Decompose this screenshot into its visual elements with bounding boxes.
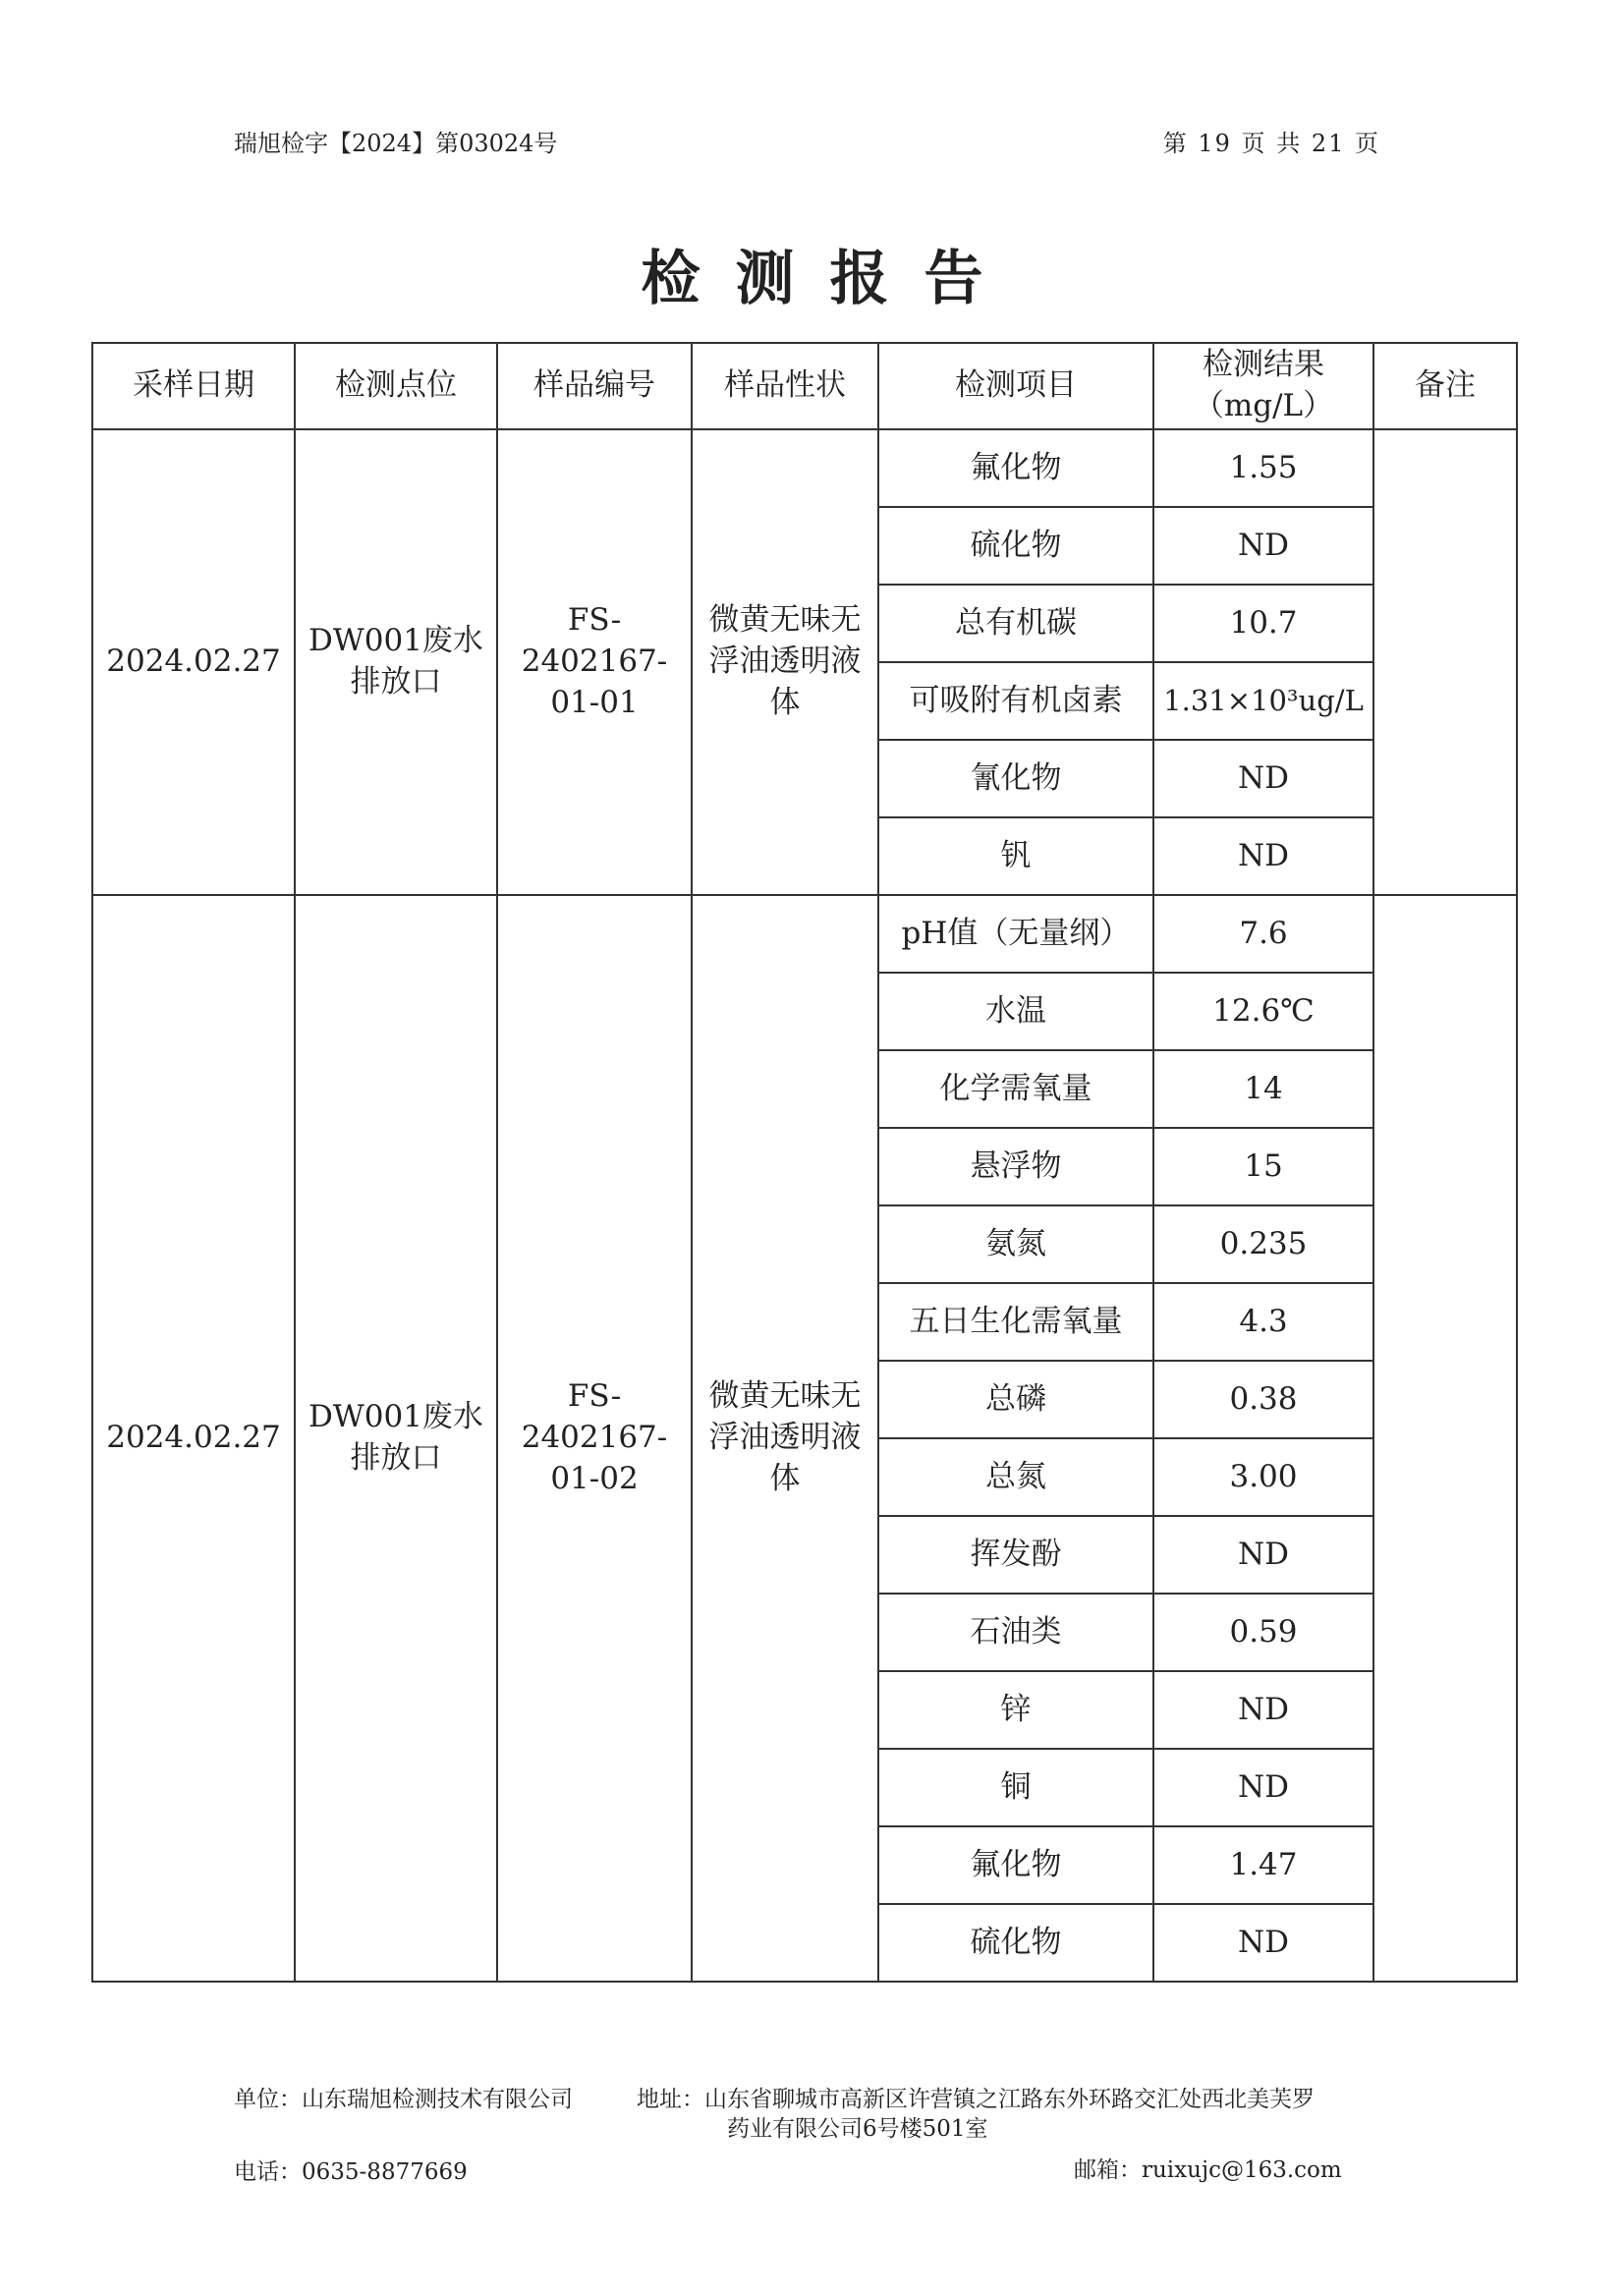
page-info: 第 19 页 共 21 页 [1162,130,1380,157]
test-item-cell: 化学需氧量 [878,1050,1153,1128]
test-result-cell: 0.59 [1153,1594,1373,1671]
sample-id-cell: FS-2402167-01-01 [497,429,692,895]
test-result-cell: 3.00 [1153,1438,1373,1516]
col-header-appearance: 样品性状 [692,343,878,429]
test-result-cell: ND [1153,1749,1373,1826]
sample-date-cell: 2024.02.27 [92,895,295,1982]
test-result-cell: ND [1153,1671,1373,1749]
footer-address-line2: 药业有限公司6号楼501室 [727,2116,988,2142]
test-item-cell: 五日生化需氧量 [878,1283,1153,1361]
test-item-cell: 硫化物 [878,507,1153,585]
table-header-row [92,343,1517,429]
test-item-cell: 水温 [878,973,1153,1050]
col-header-remark: 备注 [1373,343,1517,429]
test-result-cell: ND [1153,740,1373,817]
test-result-cell: ND [1153,817,1373,895]
table-body [92,429,1517,1982]
report-number: 瑞旭检字【2024】第03024号 [234,130,558,157]
test-results-table [91,342,1518,1983]
footer-address-line1: 地址：山东省聊城市高新区许营镇之江路东外环路交汇处西北美芙罗 [637,2087,1315,2112]
test-result-cell: ND [1153,1904,1373,1982]
test-item-cell: 挥发酚 [878,1516,1153,1594]
test-result-cell: 1.31×10³ug/L [1153,662,1373,740]
test-item-cell: 钒 [878,817,1153,895]
test-result-cell: 14 [1153,1050,1373,1128]
test-item-cell: 铜 [878,1749,1153,1826]
test-result-cell: 1.55 [1153,429,1373,507]
remark-cell [1373,895,1517,1982]
test-item-cell: 总氮 [878,1438,1153,1516]
test-result-cell: 7.6 [1153,895,1373,973]
col-header-date: 采样日期 [92,343,295,429]
test-result-cell: 12.6℃ [1153,973,1373,1050]
sample-appearance-cell: 微黄无味无浮油透明液体 [692,429,878,895]
col-header-result: 检测结果（mg/L） [1153,343,1373,429]
sample-location-cell: DW001废水排放口 [295,895,497,1982]
test-result-cell: 1.47 [1153,1826,1373,1904]
test-result-cell: ND [1153,507,1373,585]
footer-phone: 电话：0635-8877669 [234,2159,468,2185]
test-item-cell: 锌 [878,1671,1153,1749]
sample-location-cell: DW001废水排放口 [295,429,497,895]
test-result-cell: 15 [1153,1128,1373,1205]
remark-cell [1373,429,1517,895]
test-result-cell: 10.7 [1153,585,1373,662]
sample-appearance-cell: 微黄无味无浮油透明液体 [692,895,878,1982]
col-header-sample-id: 样品编号 [497,343,692,429]
test-item-cell: 总磷 [878,1361,1153,1438]
test-item-cell: 可吸附有机卤素 [878,662,1153,740]
footer-company: 单位：山东瑞旭检测技术有限公司 [234,2087,573,2112]
test-item-cell: 氰化物 [878,740,1153,817]
test-result-cell: ND [1153,1516,1373,1594]
report-title: 检测报告 [641,245,1019,313]
test-result-cell: 0.38 [1153,1361,1373,1438]
test-item-cell: 总有机碳 [878,585,1153,662]
sample-date-cell: 2024.02.27 [92,429,295,895]
table-row [92,429,1517,507]
test-item-cell: 石油类 [878,1594,1153,1671]
col-header-location: 检测点位 [295,343,497,429]
col-header-test-item: 检测项目 [878,343,1153,429]
test-item-cell: 氟化物 [878,429,1153,507]
test-item-cell: 氨氮 [878,1205,1153,1283]
footer-email: 邮箱：ruixujc@163.com [1074,2157,1342,2183]
table-row [92,895,1517,973]
test-item-cell: 硫化物 [878,1904,1153,1982]
test-item-cell: 悬浮物 [878,1128,1153,1205]
test-result-cell: 4.3 [1153,1283,1373,1361]
test-item-cell: pH值（无量纲） [878,895,1153,973]
test-item-cell: 氟化物 [878,1826,1153,1904]
test-result-cell: 0.235 [1153,1205,1373,1283]
sample-id-cell: FS-2402167-01-02 [497,895,692,1982]
